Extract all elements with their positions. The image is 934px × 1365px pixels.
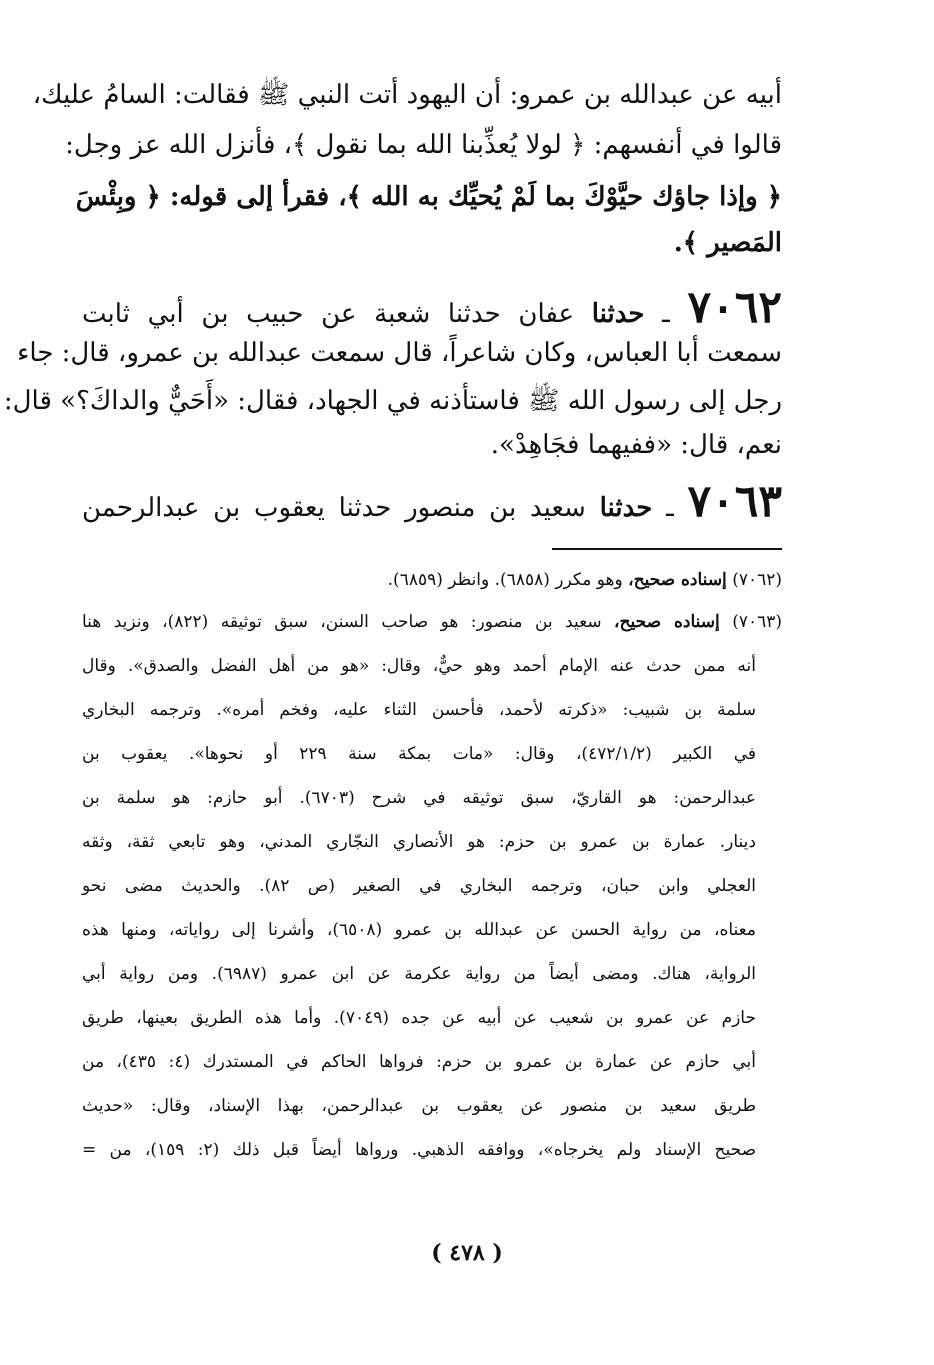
hadith-number: ٧٠٦٣	[687, 476, 783, 527]
footnote-text: سعيد بن منصور: هو صاحب السنن، سبق توثيقه (٨٢٢)، ونزيد هنا	[82, 612, 602, 632]
main-text-line: نعم، قال: «ففيهما فجَاهِدْ».	[490, 430, 782, 460]
main-text-line: المَصير ﴾.	[673, 228, 782, 258]
footnote-line: دينار. عمارة بن عمرو بن حزم: هو الأنصاري النجّاري المدني، وهو تابعي ثقة، وثقه	[82, 832, 756, 852]
haddathana-word: حدثنا	[599, 493, 653, 523]
footnote-line: في الكبير (٤٧٢/١/٢)، وقال: «مات بمكة سنة ٢٢٩ أو نحوها». يعقوب بن	[82, 744, 756, 764]
footnote-line: معناه، من رواية الحسن عن عبدالله بن عمرو (٦٥٠٨)، وأشرنا إلى رواياته، ومنها هذه	[82, 920, 756, 940]
page-number: ( ٤٧٨ )	[431, 1240, 503, 1266]
footnote-line: العجلي وابن حبان، وترجمه البخاري في الصغير (ص ٨٢). والحديث مضى نحو	[82, 876, 757, 896]
footnote-line: صحيح الإسناد ولم يخرجاه»، ووافقه الذهبي. ورواها أيضاً قبل ذلك (٢: ١٥٩)، من =	[82, 1140, 757, 1160]
footnote-7063-line1	[82, 612, 782, 632]
main-text-line: سمعت أبا العباس، وكان شاعراً، قال سمعت عبدالله بن عمرو، قال: جاء	[17, 338, 782, 368]
hadith-7063-line1	[82, 476, 782, 527]
footnote-7062	[82, 570, 782, 590]
footnote-line: عبدالرحمن: هو القاريّ، سبق توثيقه في شرح (٦٧٠٣). أبو حازم: هو سلمة بن	[82, 788, 756, 808]
footnote-isnad: إسناده صحيح،	[614, 612, 720, 632]
hadith-dash: ـ	[666, 493, 674, 523]
main-text-line: ﴿ وإذا جاؤك حيَّوْكَ بما لَمْ يُحيِّك به الله ﴾، فقرأ إلى قوله: ﴿ وبِئْسَ	[75, 182, 782, 212]
main-text-line: رجل إلى رسول الله ﷺ فاستأذنه في الجهاد، فقال: «أَحَيٌّ والداكَ؟» قال:	[3, 386, 782, 416]
hadith-7062-line1	[82, 282, 782, 333]
footnote-ref: (٧٠٦٣)	[732, 612, 783, 632]
main-text-line: أبيه عن عبدالله بن عمرو: أن اليهود أتت النبي ﷺ فقالت: السامُ عليك،	[32, 80, 782, 110]
footnote-line: حازم عن عمرو بن شعيب عن أبيه عن جده (٧٠٤٩). وأما هذه الطريق بعينها، طريق	[82, 1008, 756, 1028]
footnote-line: أنه ممن حدث عنه الإمام أحمد وهو حيٌّ، وقال: «هو من أهل الفضل والصدق». وقال	[82, 656, 756, 676]
hadith-number: ٧٠٦٢	[687, 282, 783, 333]
footnote-divider	[552, 548, 782, 550]
footnote-line: سلمة بن شبيب: «ذكرته لأحمد، فأحسن الثناء عليه، وفخم أمره». وترجمه البخاري	[82, 700, 756, 720]
main-text-line: قالوا في أنفسهم: ﴿ لولا يُعذِّبنا الله بما نقول ﴾، فأنزل الله عز وجل:	[65, 130, 782, 160]
haddathana-word: حدثنا	[591, 299, 645, 329]
hadith-dash: ـ	[662, 299, 670, 329]
footnote-line: الرواية، هناك. ومضى أيضاً من رواية عكرمة عن ابن عمرو (٦٩٨٧). ومن رواية أبي	[82, 964, 756, 984]
footnote-isnad: إسناده صحيح،	[628, 570, 727, 590]
hadith-text: سعيد بن منصور حدثنا يعقوب بن عبدالرحمن	[82, 493, 586, 523]
footnote-text: وهو مكرر (٦٨٥٨). وانظر (٦٨٥٩).	[387, 570, 623, 590]
footnote-line: طريق سعيد بن منصور عن يعقوب بن عبدالرحمن، بهذا الإسناد، وقال: «حديث	[82, 1096, 756, 1116]
footnote-ref: (٧٠٦٢)	[732, 570, 782, 590]
hadith-text: عفان حدثنا شعبة عن حبيب بن أبي ثابت	[82, 299, 575, 329]
footnote-line: أبي حازم عن عمارة بن عمرو بن حزم: فرواها الحاكم في المستدرك (٤: ٤٣٥)، من	[82, 1052, 756, 1072]
